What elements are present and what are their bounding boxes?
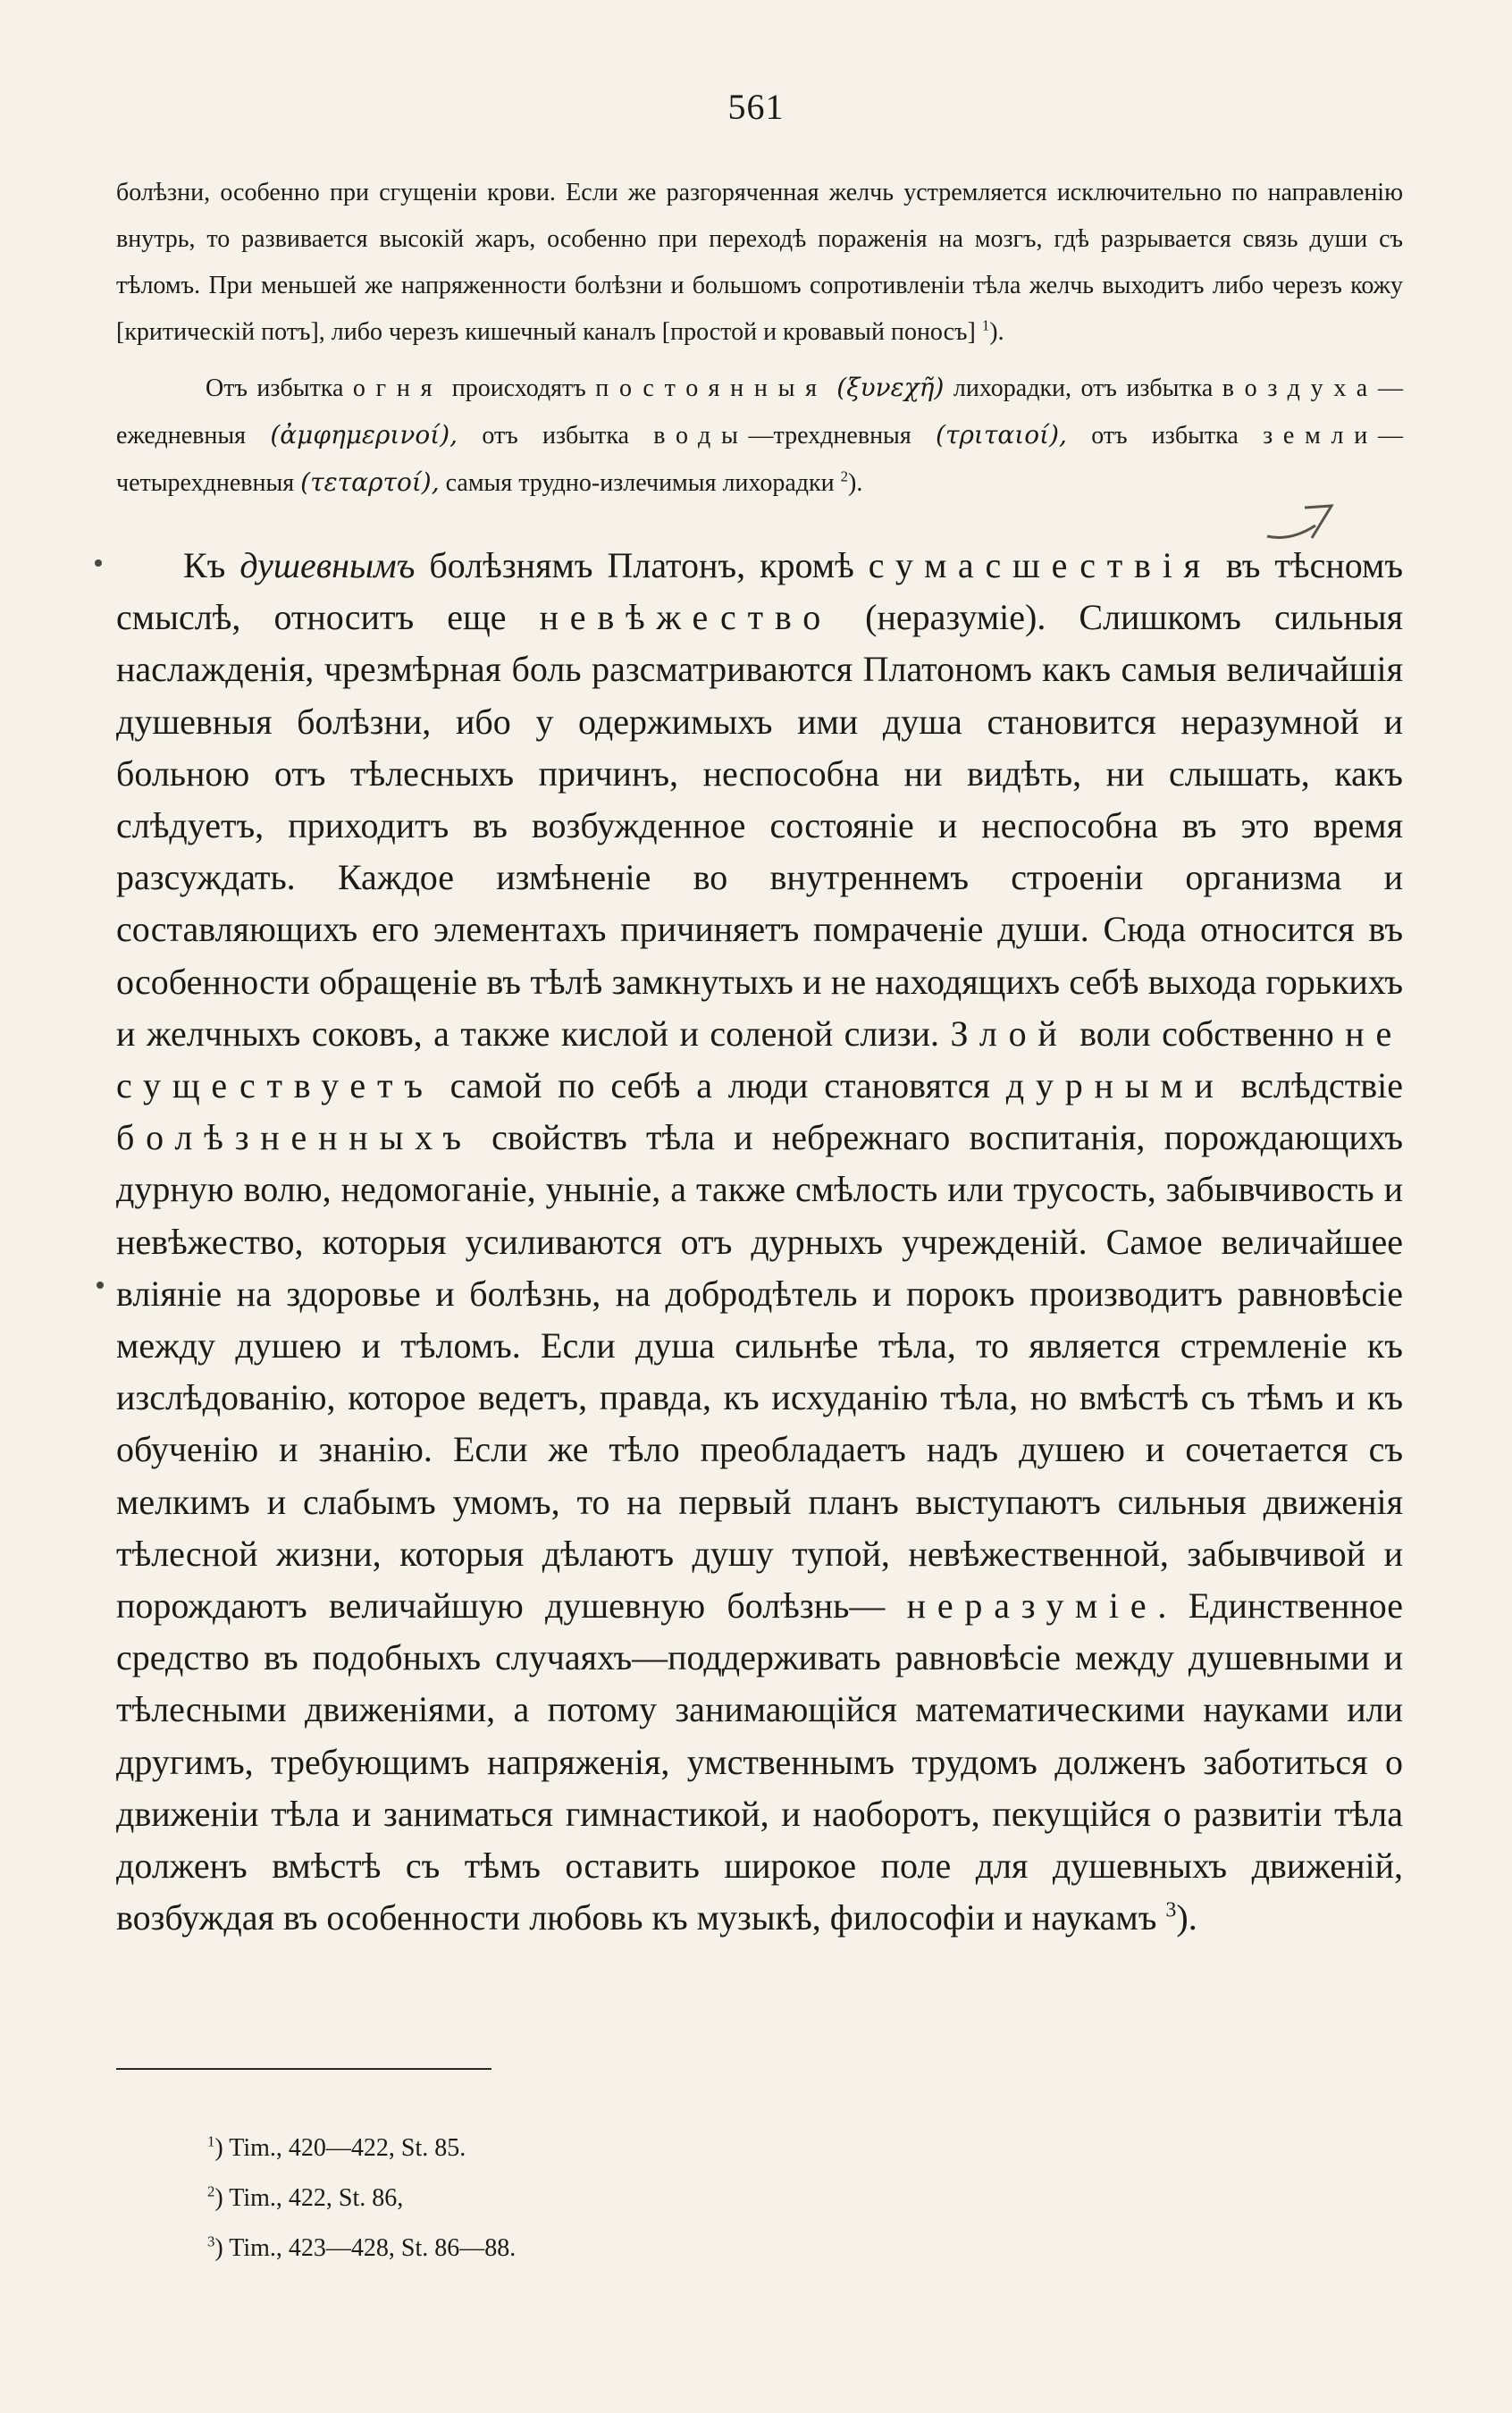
text-span: вслѣдствіе [1240, 1065, 1404, 1106]
emphasized-word: постоянныя [595, 374, 827, 402]
paragraph-end: ). [989, 318, 1004, 346]
greek-term: (τριταιοί), [936, 420, 1067, 450]
emphasized-word: воды [653, 422, 749, 450]
paragraph-end: ). [1176, 1897, 1197, 1938]
greek-term: (ἀμφημερινοί), [270, 420, 458, 450]
margin-dot-mark [97, 1282, 104, 1289]
emphasized-word: Злой [950, 1013, 1069, 1054]
greek-term: (ξυνεχῆ) [836, 373, 945, 402]
footnote-mark: 1 [207, 2132, 215, 2150]
main-text-block [116, 540, 1403, 1944]
footnote-text: ) Tim., 420—422, St. 85. [214, 2134, 466, 2162]
footnote-text: ) Tim., 422, St. 86, [214, 2184, 404, 2212]
text-span: воли собственно [1079, 1013, 1334, 1054]
footnote-divider [116, 2068, 491, 2070]
top-text-block [116, 170, 1403, 507]
text-span: —ежедневныя [116, 374, 1403, 450]
paragraph-end: ). [848, 469, 863, 497]
text-span: свойствъ тѣла и небрежнаго воспитанія, порождающихъ дурную волю, недомоганіе, уныніе, а также смѣлость или трусость, забывчивость и невѣжество, которыя усиливаются отъ дурныхъ учрежденій. Самое величайшее вліяніе на здоровье и болѣзнь, на добродѣтель и порокъ производитъ равновѣсіе между душею и тѣломъ. Если душа сильнѣе тѣла, то является стремленіе къ изслѣдованію, которое ведетъ, правда, къ исхуданію тѣла, но вмѣстѣ съ тѣмъ и къ обученію и знанію. Если же тѣло преобладаетъ надъ душею и сочетается съ мелкимъ и слабымъ умомъ, то на первый планъ выступаютъ сильныя движенія тѣлесной жизни, которыя дѣлаютъ душу тупой, невѣжественной, забывчивой и порождаютъ величайшую душевную болѣзнь— [116, 1117, 1404, 1627]
text-span: лихорадки, отъ избытка [953, 374, 1214, 402]
margin-dot-mark [95, 559, 102, 567]
emphasized-word: сумасшествія [868, 545, 1212, 585]
footnote-ref: 1 [981, 316, 990, 334]
text-span: Къ [183, 545, 226, 585]
paragraph-mental-illness [116, 540, 1403, 1944]
text-span: отъ избытка [1091, 422, 1239, 450]
paragraph-text: болѣзни, особенно при сгущеніи крови. Если же разгоряченная желчь устремляется исключительно по направленію внутрь, то развивается высокій жаръ, особенно при переходѣ пораженія на мозгъ, гдѣ разрывается связь души съ тѣломъ. При меньшей же напряженности болѣзни и большомъ сопротивленіи тѣла желчь выходитъ либо черезъ кожу [критическій потъ], либо черезъ кишечный каналъ [простой и кровавый поносъ] [116, 179, 1403, 346]
paragraph-fever-bile [116, 170, 1403, 356]
emphasized-word: земли [1263, 422, 1379, 450]
footnote-mark: 3 [207, 2232, 215, 2250]
footnote-text: ) Tim., 423—428, St. 86—88. [214, 2234, 517, 2262]
footnote-2 [207, 2173, 1101, 2224]
emphasized-word: огня [352, 374, 443, 402]
emphasized-word: дурными [1005, 1065, 1225, 1106]
footnote-ref: 3 [1165, 1898, 1177, 1922]
text-span: самой по себѣ а люди становятся [449, 1065, 990, 1106]
paragraph-fever-types [116, 365, 1403, 507]
page-number: 561 [727, 87, 785, 127]
italic-word: душевнымъ [239, 545, 416, 585]
footnotes [207, 2123, 1101, 2274]
emphasized-word: болѣзненныхъ [116, 1117, 473, 1158]
text-span: отъ избытка [482, 422, 629, 450]
emphasized-word: не существуетъ [116, 1013, 1403, 1106]
footnote-ref: 2 [840, 467, 848, 485]
text-span: происходятъ [451, 374, 586, 402]
text-span: . Единственное средство въ подобныхъ случаяхъ—поддерживать равновѣсіе между душевными и тѣлесными движеніями, а потому занимающійся математическими науками или другимъ, требующимъ напряженія, умственнымъ трудомъ долженъ заботиться о движеніи тѣла и заниматься гимнастикой, и наоборотъ, пекущійся о развитіи тѣла долженъ вмѣстѣ съ тѣмъ оставить широкое поле для душевныхъ движеній, возбуждая въ особенности любовь къ музыкѣ, философіи и наукамъ [116, 1585, 1404, 1938]
text-span: болѣзнямъ Платонъ, кромѣ [429, 545, 854, 585]
footnote-3 [207, 2224, 1101, 2274]
text-span: въ тѣсномъ смыслѣ, относитъ еще [116, 545, 1403, 638]
text-span: —трехдневныя [748, 422, 911, 450]
emphasized-word: неразуміе [906, 1585, 1158, 1627]
footnote-mark: 2 [207, 2182, 215, 2200]
text-span: —четырехдневныя [116, 422, 1404, 497]
text-span: самыя трудно-излечимыя лихорадки [445, 469, 835, 497]
pencil-annotation-mark [1264, 490, 1335, 543]
emphasized-word: невѣжество [539, 597, 833, 638]
text-span: (неразуміе). Слишкомъ сильныя наслажденія, чрезмѣрная боль разсматриваются Платономъ какъ самыя величайшія душевныя болѣзни, ибо у одержимыхъ ими душа становится неразумной и больною отъ тѣлесныхъ причинъ, неспособна ни видѣть, ни слышать, какъ слѣдуетъ, приходитъ въ возбужденное состояніе и неспособна въ это время разсуждать. Каждое измѣненіе во внутреннемъ строеніи организма и составляющихъ его элементахъ причиняетъ помраченіе души. Сюда относится въ особенности обращеніе въ тѣлѣ замкнутыхъ и не находящихъ себѣ выхода горькихъ и желчныхъ соковъ, а также кислой и соленой слизи. [116, 597, 1403, 1054]
emphasized-word: воздуха [1222, 374, 1378, 402]
text-span: Отъ избытка [206, 374, 344, 402]
footnote-1 [207, 2123, 1101, 2173]
greek-term: (τεταρτοί), [300, 467, 440, 497]
